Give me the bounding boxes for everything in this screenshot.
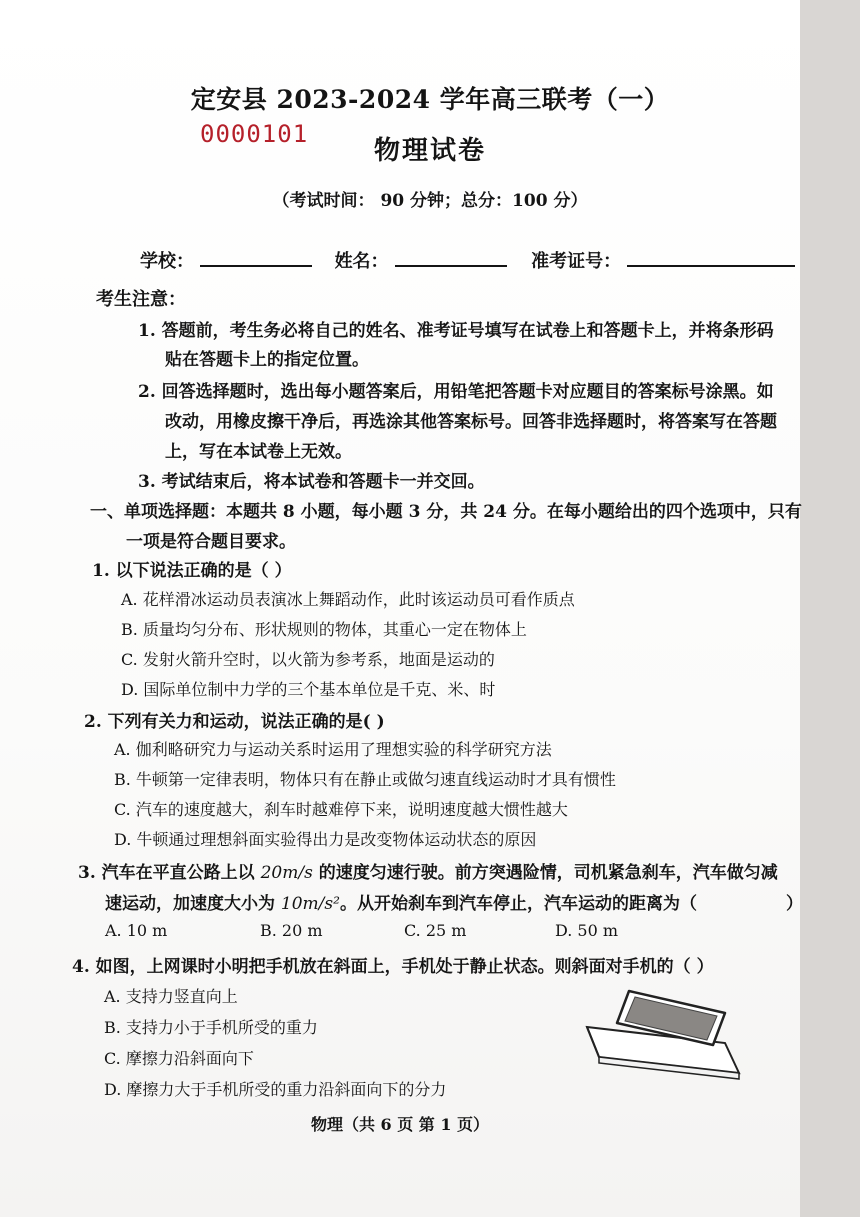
q4-option-a: A. 支持力竖直向上: [104, 987, 238, 1006]
question-3-line-2: [105, 889, 697, 914]
q4-option-d: D. 摩擦力大于手机所受的重力沿斜面向下的分力: [104, 1080, 447, 1099]
notice-line: 贴在答题卡上的指定位置。: [165, 350, 369, 370]
q1-option-c: C. 发射火箭升空时，以火箭为参考系，地面是运动的: [121, 650, 495, 669]
question-2-stem: 2. 下列有关力和运动，说法正确的是( ): [84, 712, 385, 732]
q2-option-d: D. 牛顿通过理想斜面实验得出力是改变物体运动状态的原因: [114, 830, 537, 849]
exam-number-label: 准考证号：: [531, 251, 622, 272]
q1-option-b: B. 质量均匀分布、形状规则的物体，其重心一定在物体上: [121, 620, 527, 639]
subject-title: 物理试卷: [373, 136, 486, 166]
page-footer: 物理（共 6 页 第 1 页）: [310, 1115, 490, 1134]
q3-line2-text: 速运动，加速度大小为: [105, 894, 281, 914]
q3-line2-text-2: 。从开始刹车到汽车停止，汽车运动的距离为（: [339, 894, 697, 914]
q2-option-b: B. 牛顿第一定律表明，物体只有在静止或做匀速直线运动时才具有惯性: [114, 770, 616, 789]
notice-line: 2. 回答选择题时，选出每小题答案后，用铅笔把答题卡对应题目的答案标号涂黑。如: [138, 382, 774, 402]
q1-option-a: A. 花样滑冰运动员表演冰上舞蹈动作，此时该运动员可看作质点: [121, 590, 575, 609]
exam-number-blank[interactable]: [627, 249, 795, 267]
section-heading-cont: 一项是符合题目要求。: [126, 532, 296, 552]
q4-option-c: C. 摩擦力沿斜面向下: [104, 1049, 254, 1068]
question-1-stem: 1. 以下说法正确的是（ ）: [92, 561, 292, 581]
notice-line: 1. 答题前，考生务必将自己的姓名、准考证号填写在试卷上和答题卡上，并将条形码: [138, 321, 774, 341]
notice-line: 上，写在本试卷上无效。: [165, 442, 352, 462]
school-blank[interactable]: [200, 249, 312, 267]
q3-option-c: C. 25 m: [404, 921, 467, 940]
q1-option-d: D. 国际单位制中力学的三个基本单位是千克、米、时: [121, 680, 496, 699]
notice-line: 改动，用橡皮擦干净后，再选涂其他答案标号。回答非选择题时，将答案写在答题: [165, 412, 777, 432]
exam-title: 定安县 2023-2024 学年高三联考（一）: [190, 85, 670, 114]
name-label: 姓名：: [334, 251, 389, 272]
exam-time-info: （考试时间： 90 分钟；总分：100 分）: [272, 191, 588, 211]
question-3-stem: [78, 858, 778, 883]
q3-option-a: A. 10 m: [105, 921, 168, 940]
info-fields: [140, 247, 795, 273]
q3-paren-close: ）: [786, 894, 803, 914]
q3-stem-text-2: 的速度匀速行驶。前方突遇险情，司机紧急刹车，汽车做匀减: [312, 863, 778, 883]
q2-option-a: A. 伽利略研究力与运动关系时运用了理想实验的科学研究方法: [114, 740, 552, 759]
question-4-stem: 4. 如图，上网课时小明把手机放在斜面上，手机处于静止状态。则斜面对手机的（ ）: [72, 957, 714, 977]
name-blank[interactable]: [395, 249, 507, 267]
q3-accel-value: 10m/s²: [280, 894, 340, 914]
q2-option-c: C. 汽车的速度越大，刹车时越难停下来，说明速度越大惯性越大: [114, 800, 568, 819]
serial-stamp: 0000101: [200, 120, 309, 148]
q3-stem-text: 3. 汽车在平直公路上以: [78, 863, 261, 883]
q4-option-b: B. 支持力小于手机所受的重力: [104, 1018, 318, 1037]
notice-heading: 考生注意：: [96, 289, 186, 310]
school-label: 学校：: [140, 251, 194, 272]
notice-line: 3. 考试结束后，将本试卷和答题卡一并交回。: [138, 472, 485, 492]
q3-option-b: B. 20 m: [260, 921, 323, 940]
phone-on-incline-icon: [585, 985, 745, 1085]
q3-option-d: D. 50 m: [555, 921, 619, 940]
q3-speed-value: 20m/s: [260, 863, 313, 883]
section-heading: 一、单项选择题：本题共 8 小题，每小题 3 分，共 24 分。在每小题给出的四个选项中，只有: [90, 502, 802, 522]
